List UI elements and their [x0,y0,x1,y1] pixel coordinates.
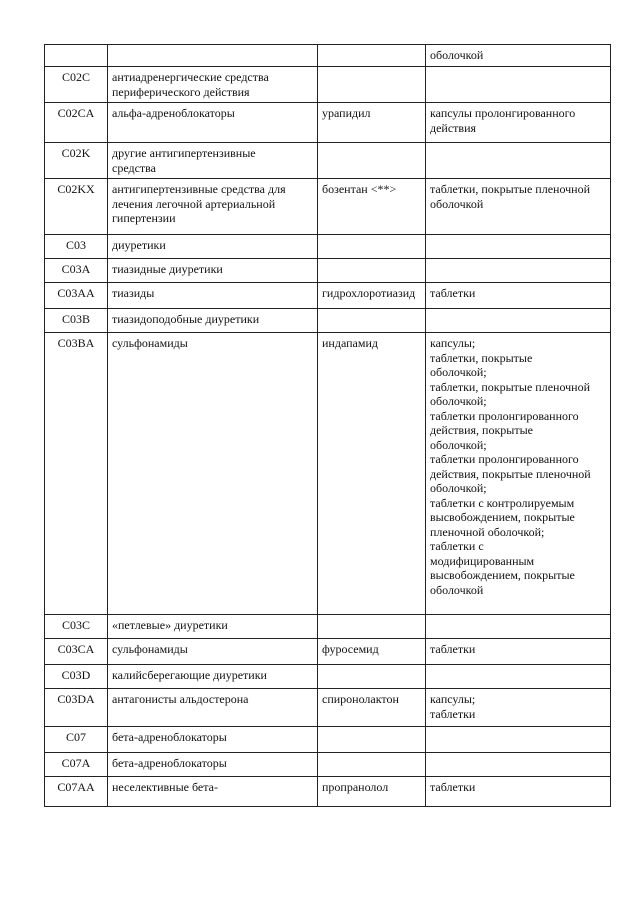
drug-name-cell [318,333,426,615]
drug-name-cell [318,235,426,259]
drug-name-text: спиронолактон [322,692,399,706]
atc-code-text: C02KX [57,182,95,196]
dosage-form-cell [426,45,611,67]
table-row [45,259,611,283]
group-name-text: диуретики [112,238,166,252]
atc-code-text: C02C [61,70,90,84]
atc-code-text: C03BA [57,336,95,350]
atc-code-text: C03C [61,618,90,632]
group-name-cell [108,665,318,689]
table-row [45,45,611,67]
group-name-text: «петлевые» диуретики [112,618,228,632]
group-name-cell [108,235,318,259]
table-row [45,235,611,259]
group-name-cell [108,283,318,309]
drug-name-cell [318,179,426,235]
drug-name-cell [318,259,426,283]
atc-code-text: C03 [65,238,86,252]
atc-code-text: C03AA [57,286,95,300]
table-row [45,753,611,777]
drug-name-text: бозентан <**> [322,182,397,196]
group-name-text: сульфонамиды [112,642,188,656]
atc-code-cell [45,67,108,103]
dosage-form-cell [426,103,611,143]
dosage-form-text: капсулы; таблетки, покрытые оболочкой; таблетки, покрытые пленочной оболочкой; таблетки пролонгированного действия, покрытые оболочкой; таблетки пролонгированного действия, покрытые пленочной оболочкой; таблетки с контролируемым высвобождением, покрытые пленочной оболочкой; таблетки с модифицированным высвобождением, покрытые оболочкой [430,336,591,597]
group-name-cell [108,67,318,103]
atc-code-text: C03D [61,668,91,682]
dosage-form-text: таблетки, покрытые пленочной оболочкой [430,182,591,211]
atc-code-cell [45,727,108,753]
dosage-form-cell [426,235,611,259]
table-row [45,727,611,753]
drug-name-cell [318,615,426,639]
drug-name-text: индапамид [322,336,378,350]
atc-code-cell [45,777,108,807]
drug-name-cell [318,143,426,179]
group-name-cell [108,639,318,665]
atc-code-text: C07A [61,756,91,770]
atc-code-cell [45,259,108,283]
dosage-form-cell [426,67,611,103]
dosage-form-text: таблетки [430,642,476,656]
atc-code-text: C03A [61,262,91,276]
group-name-cell [108,333,318,615]
drug-name-cell [318,283,426,309]
dosage-form-cell [426,777,611,807]
group-name-cell [108,309,318,333]
atc-code-cell [45,639,108,665]
drug-name-cell [318,639,426,665]
table-row [45,639,611,665]
table-row [45,103,611,143]
dosage-form-cell [426,753,611,777]
atc-code-text: C03CA [57,642,95,656]
table-row [45,283,611,309]
table-row [45,615,611,639]
table-body [45,45,611,807]
group-name-cell [108,727,318,753]
dosage-form-cell [426,179,611,235]
drug-name-cell [318,309,426,333]
dosage-form-cell [426,689,611,727]
drug-name-cell [318,103,426,143]
group-name-text: тиазиды [112,286,155,300]
drug-name-cell [318,45,426,67]
atc-code-cell [45,615,108,639]
group-name-cell [108,689,318,727]
drug-name-text: пропранолол [322,780,389,794]
drug-name-cell [318,67,426,103]
group-name-text: антиадренергические средства периферического действия [112,70,269,99]
atc-code-text: C03B [61,312,90,326]
group-name-cell [108,753,318,777]
atc-code-cell [45,143,108,179]
dosage-form-cell [426,259,611,283]
group-name-cell [108,777,318,807]
atc-code-cell [45,753,108,777]
dosage-form-cell [426,615,611,639]
dosage-form-cell [426,333,611,615]
group-name-cell [108,179,318,235]
group-name-text: бета-адреноблокаторы [112,756,227,770]
table-row [45,309,611,333]
atc-code-cell [45,665,108,689]
group-name-cell [108,259,318,283]
atc-code-cell [45,689,108,727]
drug-name-cell [318,753,426,777]
atc-code-text: C03DA [57,692,95,706]
table-row [45,143,611,179]
atc-code-text: C07AA [57,780,95,794]
atc-code-cell [45,309,108,333]
dosage-form-cell [426,639,611,665]
group-name-text: калийсберегающие диуретики [112,668,267,682]
group-name-cell [108,615,318,639]
atc-code-cell [45,235,108,259]
atc-code-cell [45,45,108,67]
group-name-text: антагонисты альдостерона [112,692,249,706]
dosage-form-text: капсулы; таблетки [430,692,476,721]
drug-name-cell [318,689,426,727]
atc-code-cell [45,283,108,309]
drug-name-cell [318,777,426,807]
group-name-text: другие антигипертензивные средства [112,146,256,175]
group-name-text: бета-адреноблокаторы [112,730,227,744]
group-name-cell [108,45,318,67]
drug-name-text: урапидил [322,106,371,120]
drug-classification-table [44,44,611,807]
table-row [45,333,611,615]
dosage-form-text: таблетки [430,286,476,300]
atc-code-text: C07 [65,730,86,744]
group-name-cell [108,143,318,179]
drug-name-cell [318,665,426,689]
group-name-text: альфа-адреноблокаторы [112,106,235,120]
dosage-form-cell [426,143,611,179]
dosage-form-text: оболочкой [430,48,484,62]
group-name-text: неселективные бета- [112,780,218,794]
atc-code-cell [45,179,108,235]
table-row [45,179,611,235]
group-name-text: антигипертензивные средства для лечения легочной артериальной гипертензии [112,182,286,225]
table-row [45,689,611,727]
table-row [45,777,611,807]
table-row [45,665,611,689]
atc-code-text: C02CA [57,106,95,120]
group-name-text: тиазидоподобные диуретики [112,312,260,326]
group-name-cell [108,103,318,143]
dosage-form-cell [426,309,611,333]
atc-code-cell [45,333,108,615]
group-name-text: тиазидные диуретики [112,262,223,276]
dosage-form-text: капсулы пролонгированного действия [430,106,576,135]
drug-name-text: фуросемид [322,642,379,656]
group-name-text: сульфонамиды [112,336,188,350]
dosage-form-text: таблетки [430,780,476,794]
drug-name-text: гидрохлоротиазид [322,286,416,300]
dosage-form-cell [426,665,611,689]
atc-code-text: C02K [61,146,91,160]
drug-name-cell [318,727,426,753]
dosage-form-cell [426,727,611,753]
dosage-form-cell [426,283,611,309]
table-row [45,67,611,103]
atc-code-cell [45,103,108,143]
